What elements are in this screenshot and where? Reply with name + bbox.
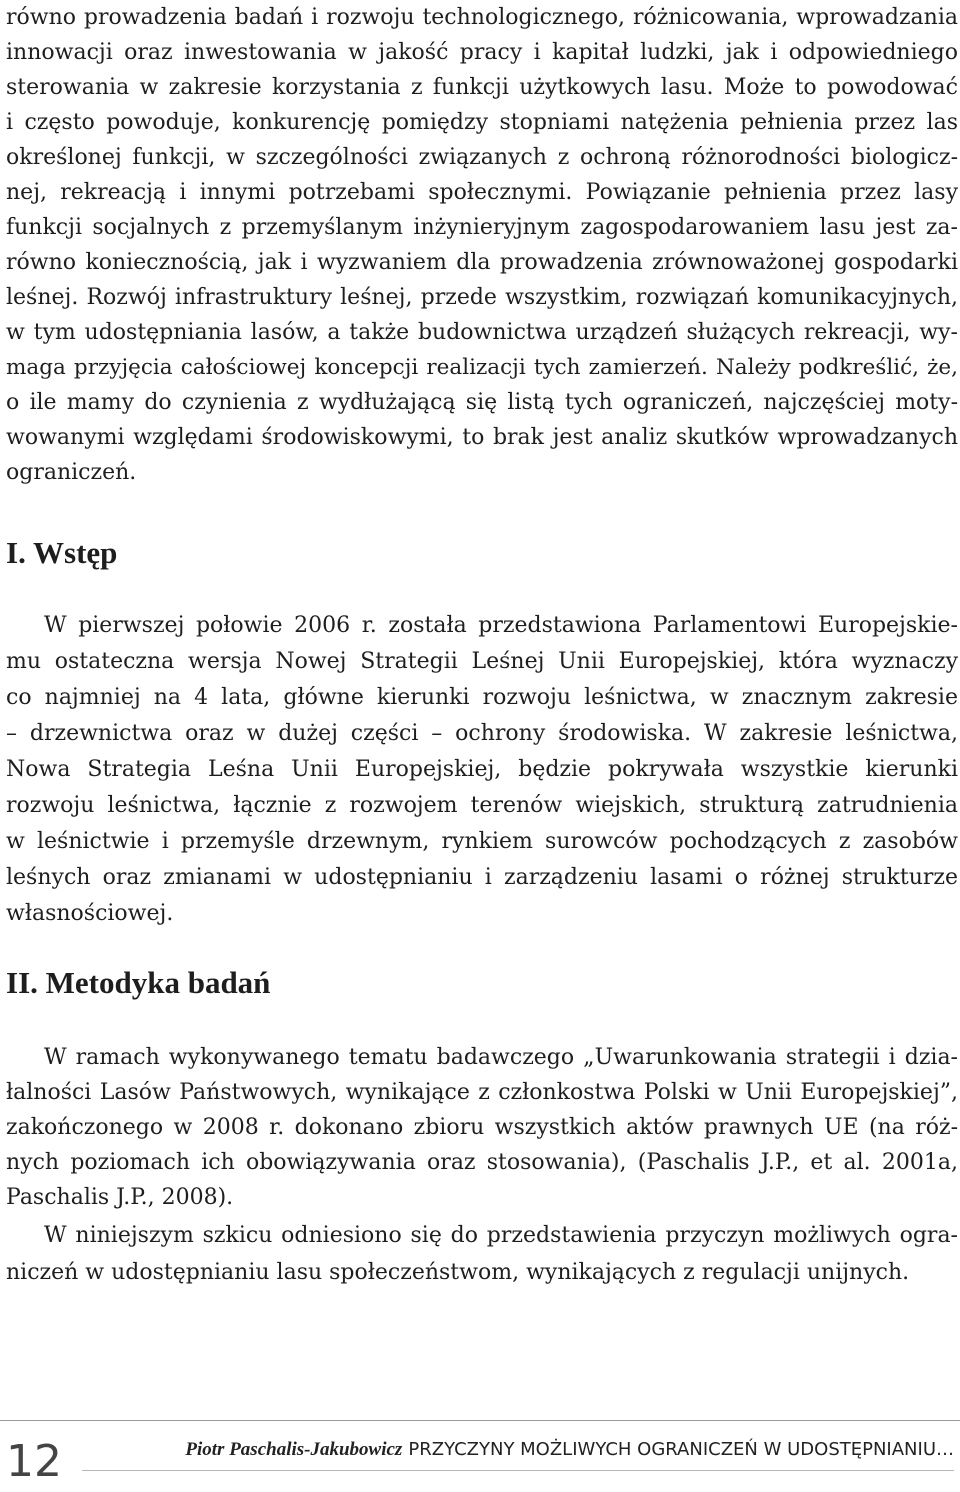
running-header <box>185 1434 954 1465</box>
text-line: nej, rekreacją i innymi potrzebami społecznymi. Powiązanie pełnienia przez lasy <box>6 180 958 205</box>
text-line: leśnych oraz zmianami w udostępnianiu i zarządzeniu lasami o różnej strukturze <box>6 865 958 890</box>
text-line: określonej funkcji, w szczególności związanych z ochroną różnorodności biologicz- <box>6 145 958 170</box>
text-line: maga przyjęcia całościowej koncepcji realizacji tych zamierzeń. Należy podkreślić, że, <box>6 355 958 380</box>
text-line: równo prowadzenia badań i rozwoju technologicznego, różnicowania, wprowadzania <box>6 5 958 30</box>
text-line: i często powoduje, konkurencję pomiędzy stopniami natężenia pełnienia przez las <box>6 110 958 135</box>
text-line: o ile mamy do czynienia z wydłużającą się listą tych ograniczeń, najczęściej moty- <box>6 390 958 415</box>
text-line: ograniczeń. <box>6 460 137 485</box>
text-line: w leśnictwie i przemyśle drzewnym, rynkiem surowców pochodzących z zasobów <box>6 829 958 854</box>
text-line: Nowa Strategia Leśna Unii Europejskiej, będzie pokrywała wszystkie kierunki <box>6 757 958 782</box>
text-line: w tym udostępniania lasów, a także budownictwa urządzeń służących rekreacji, wy- <box>6 320 958 345</box>
text-line: W pierwszej połowie 2006 r. została przedstawiona Parlamentowi Europejskie- <box>44 613 958 638</box>
footer-divider <box>0 1420 960 1421</box>
text-line: W niniejszym szkicu odniesiono się do przedstawienia przyczyn możliwych ogra- <box>44 1223 958 1248</box>
text-line: równo koniecznością, jak i wyzwaniem dla prowadzenia zrównoważonej gospodarki <box>6 250 958 275</box>
text-line: – drzewnictwa oraz w dużej części – ochrony środowiska. W zakresie leśnictwa, <box>6 721 958 746</box>
text-line: funkcji socjalnych z przemyślanym inżynieryjnym zagospodarowaniem lasu jest za- <box>6 215 958 240</box>
text-line: co najmniej na 4 lata, główne kierunki rozwoju leśnictwa, w znacznym zakresie <box>6 685 958 710</box>
text-line: nych poziomach ich obowiązywania oraz stosowania), (Paschalis J.P., et al. 2001a, <box>6 1150 958 1175</box>
running-title: PRZYCZYNY MOŻLIWYCH OGRANICZEŃ W UDOSTĘPNIANIU… <box>408 1439 954 1460</box>
section-heading-methodology: II. Metodyka badań <box>6 965 271 1000</box>
text-line: mu ostateczna wersja Nowej Strategii Leśnej Unii Europejskiej, która wyznaczy <box>6 649 958 674</box>
text-line: wowanymi względami środowiskowymi, to brak jest analiz skutków wprowadzanych <box>6 425 958 450</box>
page-number: 12 <box>6 1436 62 1487</box>
text-line: zakończonego w 2008 r. dokonano zbioru wszystkich aktów prawnych UE (na róż- <box>6 1115 958 1140</box>
text-line: sterowania w zakresie korzystania z funkcji użytkowych lasu. Może to powodować <box>6 75 958 100</box>
running-author: Piotr Paschalis-Jakubowicz <box>185 1439 403 1460</box>
running-header-underline <box>82 1470 954 1471</box>
text-line: Paschalis J.P., 2008). <box>6 1185 234 1210</box>
text-line: leśnej. Rozwój infrastruktury leśnej, przede wszystkim, rozwiązań komunikacyjnych, <box>6 285 958 310</box>
text-line: łalności Lasów Państwowych, wynikające z członkostwa Polski w Unii Europejskiej”, <box>6 1080 958 1105</box>
text-line: innowacji oraz inwestowania w jakość pracy i kapitał ludzki, jak i odpowiedniego <box>6 40 958 65</box>
text-line: własnościowej. <box>6 901 174 926</box>
text-line: rozwoju leśnictwa, łącznie z rozwojem terenów wiejskich, strukturą zatrudnienia <box>6 793 958 818</box>
text-line: niczeń w udostępnianiu lasu społeczeństwom, wynikających z regulacji unijnych. <box>6 1260 910 1285</box>
text-line: W ramach wykonywanego tematu badawczego „Uwarunkowania strategii i dzia- <box>44 1045 958 1070</box>
section-heading-intro: I. Wstęp <box>6 535 118 570</box>
